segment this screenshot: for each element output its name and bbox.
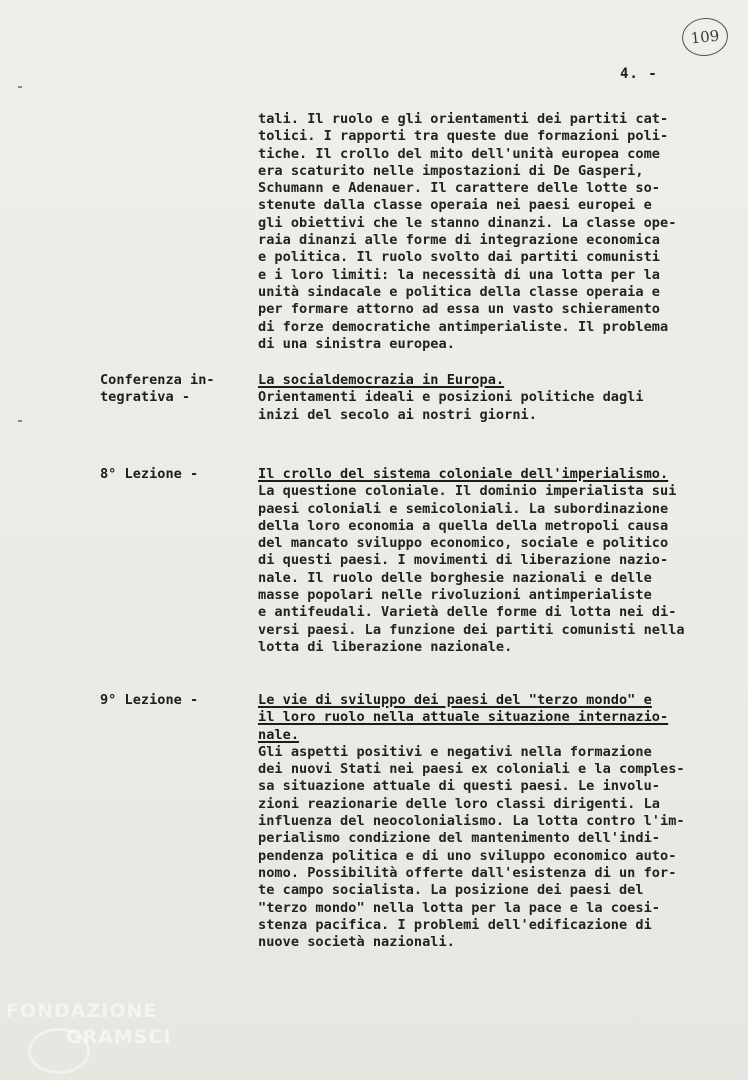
section-lezione-9 bbox=[258, 692, 728, 951]
text-line: tali. Il ruolo e gli orientamenti dei partiti cat- bbox=[258, 111, 669, 127]
text-line: di forze democratiche antimperialiste. Il problema bbox=[258, 318, 669, 335]
archive-stamp: 109 bbox=[680, 16, 730, 59]
text-line: unità sindacale e politica della classe operaia e bbox=[258, 283, 661, 300]
intro-paragraph bbox=[258, 111, 728, 353]
text-line: nomo. Possibilità offerte dall'esistenza di un for- bbox=[258, 864, 677, 881]
section-label-lezione-8: 8° Lezione - bbox=[100, 466, 199, 482]
section-title-line: La socialdemocrazia in Europa. bbox=[258, 372, 505, 388]
text-line: dei nuovi Stati nei paesi ex coloniali e la comples- bbox=[258, 761, 685, 778]
text-line: pendenza politica e di uno sviluppo economico auto- bbox=[258, 847, 677, 864]
section-title-line: Le vie di sviluppo dei paesi del "terzo mondo" e bbox=[258, 692, 652, 708]
text-line: gli obiettivi che le stanno dinanzi. La classe ope- bbox=[258, 214, 677, 231]
text-line: era scaturito nelle impostazioni di De Gasperi, bbox=[258, 162, 644, 179]
section-title-line: nale. bbox=[258, 726, 300, 743]
text-line: stenute dalla classe operaia nei paesi europei e bbox=[258, 197, 652, 214]
section-label-conferenza: Conferenza in- tegrativa - bbox=[100, 372, 215, 406]
text-line: versi paesi. La funzione dei partiti comunisti nella bbox=[258, 621, 685, 638]
margin-mark bbox=[18, 86, 22, 88]
margin-mark bbox=[18, 420, 22, 422]
text-line: nuove società nazionali. bbox=[258, 934, 455, 951]
text-line: di questi paesi. I movimenti di liberazione nazio- bbox=[258, 552, 669, 569]
text-line: sa situazione attuale di questi paesi. Le involu- bbox=[258, 778, 661, 795]
text-line: La questione coloniale. Il dominio imperialista sui bbox=[258, 483, 677, 500]
text-line: e antifeudali. Varietà delle forme di lotta nei di- bbox=[258, 604, 677, 621]
text-line: te campo socialista. La posizione dei paesi del bbox=[258, 882, 644, 899]
page-number: 4. - bbox=[620, 66, 658, 82]
section-title-line: Il crollo del sistema coloniale dell'imperialismo. bbox=[258, 466, 669, 482]
text-line: e i loro limiti: la necessità di una lotta per la bbox=[258, 266, 661, 283]
text-line: tolici. I rapporti tra queste due formazioni poli- bbox=[258, 128, 669, 145]
text-line: inizi del secolo ai nostri giorni. bbox=[258, 406, 537, 423]
text-line: paesi coloniali e semicoloniali. La subordinazione bbox=[258, 500, 669, 517]
text-line: per formare attorno ad essa un vasto schieramento bbox=[258, 301, 661, 318]
text-line: masse popolari nelle rivoluzioni antimperialiste bbox=[258, 587, 652, 604]
watermark-line: FONDAZIONE bbox=[6, 1000, 158, 1022]
text-line: raia dinanzi alle forme di integrazione economica bbox=[258, 232, 661, 249]
text-line: perialismo condizione del mantenimento dell'indi- bbox=[258, 830, 661, 847]
text-line: lotta di liberazione nazionale. bbox=[258, 638, 513, 655]
watermark bbox=[6, 998, 206, 1068]
text-line: zioni reazionarie delle loro classi dirigenti. La bbox=[258, 795, 661, 812]
text-line: di una sinistra europea. bbox=[258, 335, 455, 352]
text-line: stenza pacifica. I problemi dell'edificazione di bbox=[258, 916, 652, 933]
text-line: "terzo mondo" nella lotta per la pace e la coesi- bbox=[258, 899, 661, 916]
section-conferenza bbox=[258, 372, 728, 424]
text-line: Orientamenti ideali e posizioni politiche dagli bbox=[258, 389, 644, 406]
text-line: Gli aspetti positivi e negativi nella formazione bbox=[258, 743, 652, 760]
text-line: e politica. Il ruolo svolto dai partiti comunisti bbox=[258, 249, 661, 266]
text-line: della loro economia a quella della metropoli causa bbox=[258, 517, 669, 534]
section-lezione-8 bbox=[258, 466, 728, 656]
text-line: tiche. Il crollo del mito dell'unità europea come bbox=[258, 145, 661, 162]
watermark-line: GRAMSCI bbox=[66, 1026, 172, 1048]
text-line: Schumann e Adenauer. Il carattere delle lotte so- bbox=[258, 180, 661, 197]
text-line: nale. Il ruolo delle borghesie nazionali e delle bbox=[258, 569, 652, 586]
text-line: del mancato sviluppo economico, sociale e politico bbox=[258, 535, 669, 552]
section-title-line: il loro ruolo nella attuale situazione internazio- bbox=[258, 709, 669, 726]
section-label-lezione-9: 9° Lezione - bbox=[100, 692, 199, 708]
text-line: influenza del neocolonialismo. La lotta contro l'im- bbox=[258, 813, 685, 830]
